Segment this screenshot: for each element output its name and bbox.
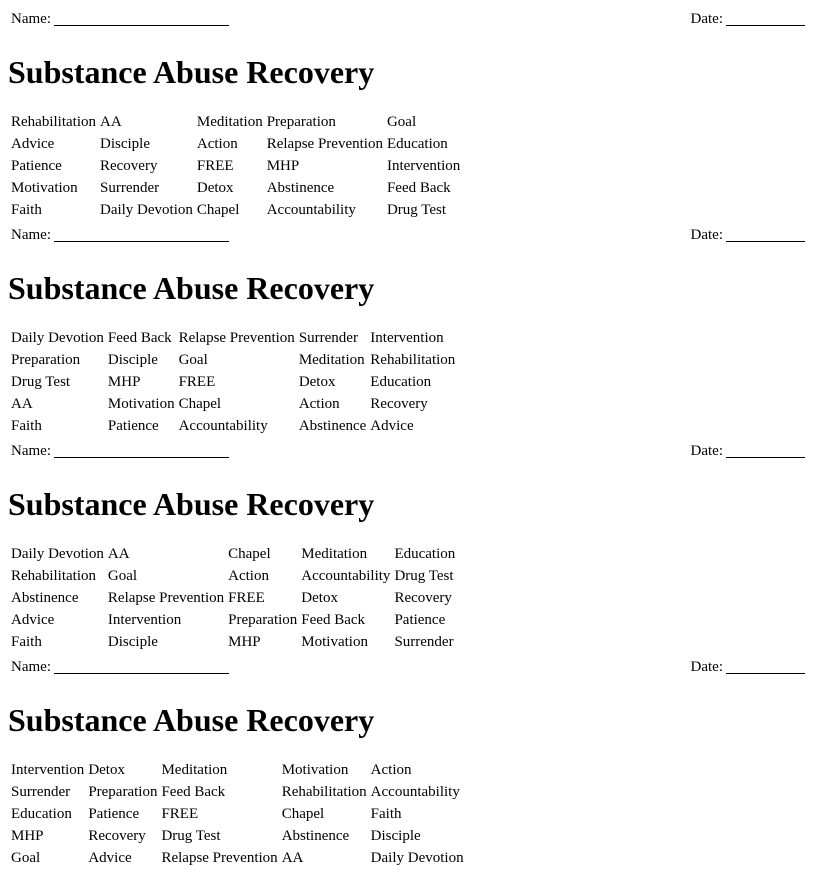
word-grid xyxy=(9,111,462,221)
name-blank xyxy=(54,226,229,242)
grid-cell: Advice xyxy=(88,850,132,866)
grid-cell: Rehabilitation xyxy=(11,114,96,130)
name-blank xyxy=(54,658,229,674)
grid-cell: Daily Devotion xyxy=(11,546,104,562)
grid-cell: Goal xyxy=(11,850,41,866)
grid-cell: Detox xyxy=(298,374,336,390)
grid-row xyxy=(9,781,466,803)
grid-cell: Patience xyxy=(11,158,62,174)
bingo-card xyxy=(0,224,816,440)
grid-cell: Daily Devotion xyxy=(11,330,104,346)
grid-row xyxy=(9,327,457,349)
grid-row xyxy=(9,825,466,847)
grid-cell: Disciple xyxy=(107,352,158,368)
grid-cell: Motivation xyxy=(281,762,349,778)
grid-cell: Drug Test xyxy=(11,374,71,390)
grid-cell: Relapse Prevention xyxy=(178,330,295,346)
grid-cell: Preparation xyxy=(266,114,336,130)
grid-cell: Meditation xyxy=(196,114,263,130)
grid-cell: Chapel xyxy=(228,546,271,562)
grid-cell: Abstinence xyxy=(298,418,367,434)
grid-cell: Disciple xyxy=(370,828,421,844)
name-blank xyxy=(54,10,229,26)
grid-cell: Meditation xyxy=(298,352,365,368)
grid-cell: Advice xyxy=(11,136,55,152)
grid-cell: Education xyxy=(370,374,432,390)
grid-cell: Surrender xyxy=(99,180,160,196)
grid-cell: AA xyxy=(11,396,33,412)
bingo-card xyxy=(0,656,816,872)
grid-cell: Goal xyxy=(178,352,208,368)
grid-cell: FREE xyxy=(196,158,234,174)
grid-cell: Drug Test xyxy=(386,202,447,218)
grid-cell: Relapse Prevention xyxy=(161,850,278,866)
grid-cell: Goal xyxy=(107,568,138,584)
grid-row xyxy=(9,371,457,393)
date-label: Date: xyxy=(690,11,723,27)
grid-cell: Preparation xyxy=(11,352,81,368)
grid-cell: Detox xyxy=(196,180,234,196)
name-blank xyxy=(54,442,229,458)
name-label: Name: xyxy=(11,443,51,459)
grid-cell: Preparation xyxy=(88,784,158,800)
grid-cell: Meditation xyxy=(161,762,228,778)
card-title: Substance Abuse Recovery xyxy=(8,486,375,522)
grid-cell: MHP xyxy=(107,374,141,390)
grid-cell: Patience xyxy=(394,612,446,628)
grid-cell: MHP xyxy=(228,634,261,650)
date-blank xyxy=(726,442,805,458)
card-title: Substance Abuse Recovery xyxy=(8,54,375,90)
date-blank xyxy=(726,10,805,26)
grid-row xyxy=(9,759,466,781)
grid-cell: Surrender xyxy=(11,784,71,800)
grid-cell: Intervention xyxy=(107,612,182,628)
grid-cell: Daily Devotion xyxy=(370,850,464,866)
grid-cell: Advice xyxy=(11,612,55,628)
grid-cell: Detox xyxy=(301,590,338,606)
grid-cell: FREE xyxy=(178,374,216,390)
grid-row xyxy=(9,543,457,565)
grid-row xyxy=(9,565,457,587)
grid-row xyxy=(9,177,462,199)
grid-row xyxy=(9,133,462,155)
grid-cell: Advice xyxy=(370,418,414,434)
grid-cell: Action xyxy=(370,762,412,778)
grid-cell: Accountability xyxy=(370,784,460,800)
grid-cell: Accountability xyxy=(266,202,356,218)
name-field xyxy=(11,440,229,462)
word-grid xyxy=(9,543,457,653)
grid-cell: Rehabilitation xyxy=(281,784,367,800)
grid-cell: Rehabilitation xyxy=(11,568,96,584)
grid-cell: Goal xyxy=(386,114,417,130)
grid-cell: Recovery xyxy=(88,828,146,844)
grid-row xyxy=(9,587,457,609)
grid-cell: Motivation xyxy=(301,634,368,650)
grid-cell: Surrender xyxy=(394,634,454,650)
grid-cell: Chapel xyxy=(178,396,222,412)
grid-cell: Accountability xyxy=(178,418,268,434)
grid-cell: Chapel xyxy=(196,202,240,218)
grid-cell: Relapse Prevention xyxy=(107,590,225,606)
grid-cell: Disciple xyxy=(107,634,158,650)
grid-cell: Disciple xyxy=(99,136,150,152)
word-grid xyxy=(9,759,466,869)
grid-cell: Education xyxy=(394,546,456,562)
grid-row xyxy=(9,609,457,631)
card-title: Substance Abuse Recovery xyxy=(8,702,375,738)
name-label: Name: xyxy=(11,11,51,27)
bingo-card xyxy=(0,440,816,656)
grid-cell: Detox xyxy=(88,762,125,778)
grid-cell: Faith xyxy=(11,634,42,650)
grid-cell: Recovery xyxy=(370,396,428,412)
grid-row xyxy=(9,415,457,437)
grid-row xyxy=(9,155,462,177)
grid-cell: Motivation xyxy=(11,180,78,196)
grid-cell: Education xyxy=(386,136,448,152)
grid-cell: Intervention xyxy=(386,158,461,174)
grid-cell: AA xyxy=(107,546,130,562)
grid-cell: Relapse Prevention xyxy=(266,136,383,152)
grid-cell: MHP xyxy=(266,158,300,174)
name-field xyxy=(11,224,229,246)
grid-cell: Chapel xyxy=(281,806,325,822)
grid-cell: Surrender xyxy=(298,330,358,346)
date-blank xyxy=(726,226,805,242)
grid-cell: Action xyxy=(196,136,238,152)
grid-row xyxy=(9,847,466,869)
grid-cell: Intervention xyxy=(370,330,444,346)
grid-cell: Education xyxy=(11,806,72,822)
grid-cell: MHP xyxy=(11,828,44,844)
date-label: Date: xyxy=(690,659,723,675)
date-field xyxy=(691,8,805,30)
grid-cell: Recovery xyxy=(394,590,452,606)
name-field xyxy=(11,656,229,678)
grid-cell: Rehabilitation xyxy=(370,352,456,368)
date-field xyxy=(691,224,805,246)
grid-cell: AA xyxy=(281,850,304,866)
grid-cell: Feed Back xyxy=(386,180,451,196)
grid-cell: Abstinence xyxy=(266,180,335,196)
date-label: Date: xyxy=(690,227,723,243)
grid-cell: Drug Test xyxy=(161,828,221,844)
date-label: Date: xyxy=(690,443,723,459)
grid-cell: Action xyxy=(228,568,269,584)
grid-cell: Accountability xyxy=(301,568,391,584)
grid-cell: AA xyxy=(99,114,122,130)
grid-cell: Drug Test xyxy=(394,568,454,584)
grid-cell: Intervention xyxy=(11,762,85,778)
name-label: Name: xyxy=(11,227,51,243)
date-blank xyxy=(726,658,805,674)
grid-cell: Feed Back xyxy=(161,784,226,800)
name-field xyxy=(11,8,229,30)
grid-cell: FREE xyxy=(228,590,265,606)
date-field xyxy=(691,656,805,678)
grid-cell: Abstinence xyxy=(281,828,350,844)
grid-row xyxy=(9,349,457,371)
grid-cell: Patience xyxy=(107,418,159,434)
grid-row xyxy=(9,631,457,653)
grid-cell: Feed Back xyxy=(301,612,366,628)
grid-cell: Daily Devotion xyxy=(99,202,193,218)
card-title: Substance Abuse Recovery xyxy=(8,270,375,306)
grid-cell: Faith xyxy=(11,202,42,218)
grid-cell: Motivation xyxy=(107,396,175,412)
grid-row xyxy=(9,803,466,825)
grid-row xyxy=(9,111,462,133)
grid-cell: Action xyxy=(298,396,340,412)
grid-cell: FREE xyxy=(161,806,199,822)
grid-cell: Patience xyxy=(88,806,140,822)
grid-cell: Recovery xyxy=(99,158,158,174)
grid-row xyxy=(9,199,462,221)
date-field xyxy=(691,440,805,462)
word-grid xyxy=(9,327,457,437)
grid-row xyxy=(9,393,457,415)
grid-cell: Faith xyxy=(370,806,402,822)
bingo-card xyxy=(0,8,816,224)
grid-cell: Preparation xyxy=(228,612,298,628)
grid-cell: Faith xyxy=(11,418,42,434)
grid-cell: Meditation xyxy=(301,546,368,562)
name-label: Name: xyxy=(11,659,51,675)
grid-cell: Abstinence xyxy=(11,590,79,606)
grid-cell: Feed Back xyxy=(107,330,172,346)
